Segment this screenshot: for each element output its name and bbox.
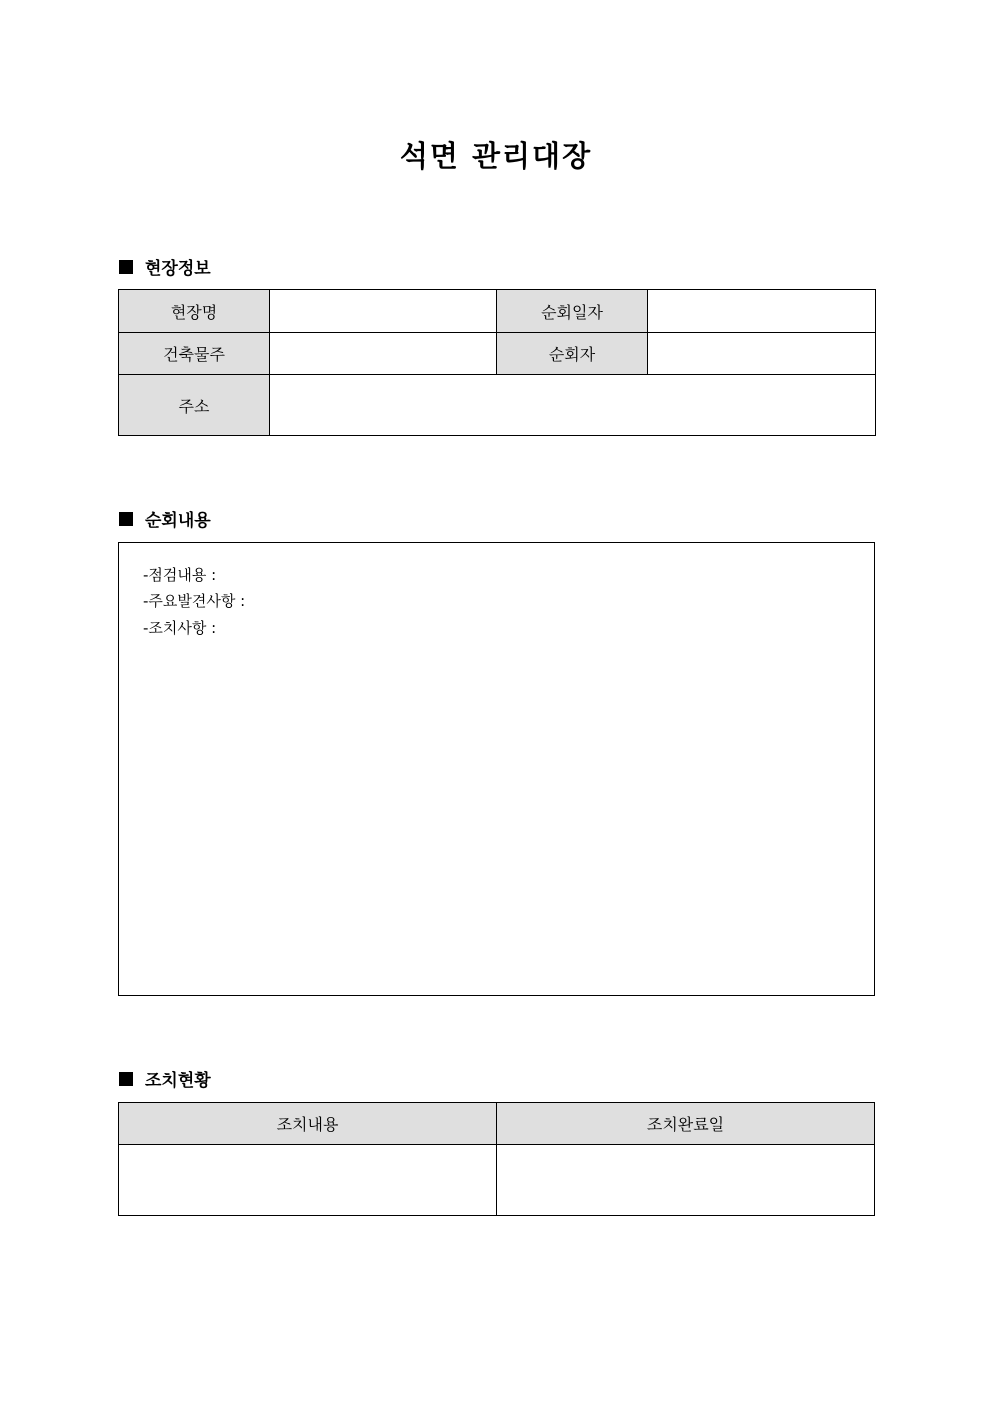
- column-header-action: 조치내용: [119, 1103, 497, 1145]
- page-title: 석면 관리대장: [399, 139, 593, 173]
- action-content-field[interactable]: [119, 1145, 497, 1216]
- label-patrol-date: 순회일자: [497, 290, 648, 333]
- findings-line: -주요발견사항 :: [143, 592, 246, 610]
- section-title: 순회내용: [145, 511, 211, 531]
- label-owner: 건축물주: [119, 333, 270, 375]
- section-heading-action: [119, 1066, 211, 1091]
- action-table: [118, 1102, 875, 1216]
- inspection-line: -점검내용 :: [143, 566, 217, 584]
- label-site-name: 현장명: [119, 290, 270, 333]
- patrol-content-box[interactable]: [118, 542, 875, 996]
- square-bullet-icon: [119, 260, 133, 274]
- owner-field[interactable]: [270, 333, 497, 375]
- section-heading-patrol: [119, 506, 211, 531]
- column-header-completion-date: 조치완료일: [497, 1103, 875, 1145]
- address-field[interactable]: [270, 375, 876, 436]
- square-bullet-icon: [119, 1072, 133, 1086]
- label-patroller: 순회자: [497, 333, 648, 375]
- patroller-field[interactable]: [648, 333, 876, 375]
- label-address: 주소: [119, 375, 270, 436]
- section-title: 조치현황: [145, 1071, 211, 1091]
- site-info-table: [118, 289, 876, 436]
- section-heading-site-info: [119, 254, 211, 279]
- section-title: 현장정보: [145, 259, 211, 279]
- site-name-field[interactable]: [270, 290, 497, 333]
- square-bullet-icon: [119, 512, 133, 526]
- completion-date-field[interactable]: [497, 1145, 875, 1216]
- patrol-date-field[interactable]: [648, 290, 876, 333]
- measures-line: -조치사항 :: [143, 619, 217, 637]
